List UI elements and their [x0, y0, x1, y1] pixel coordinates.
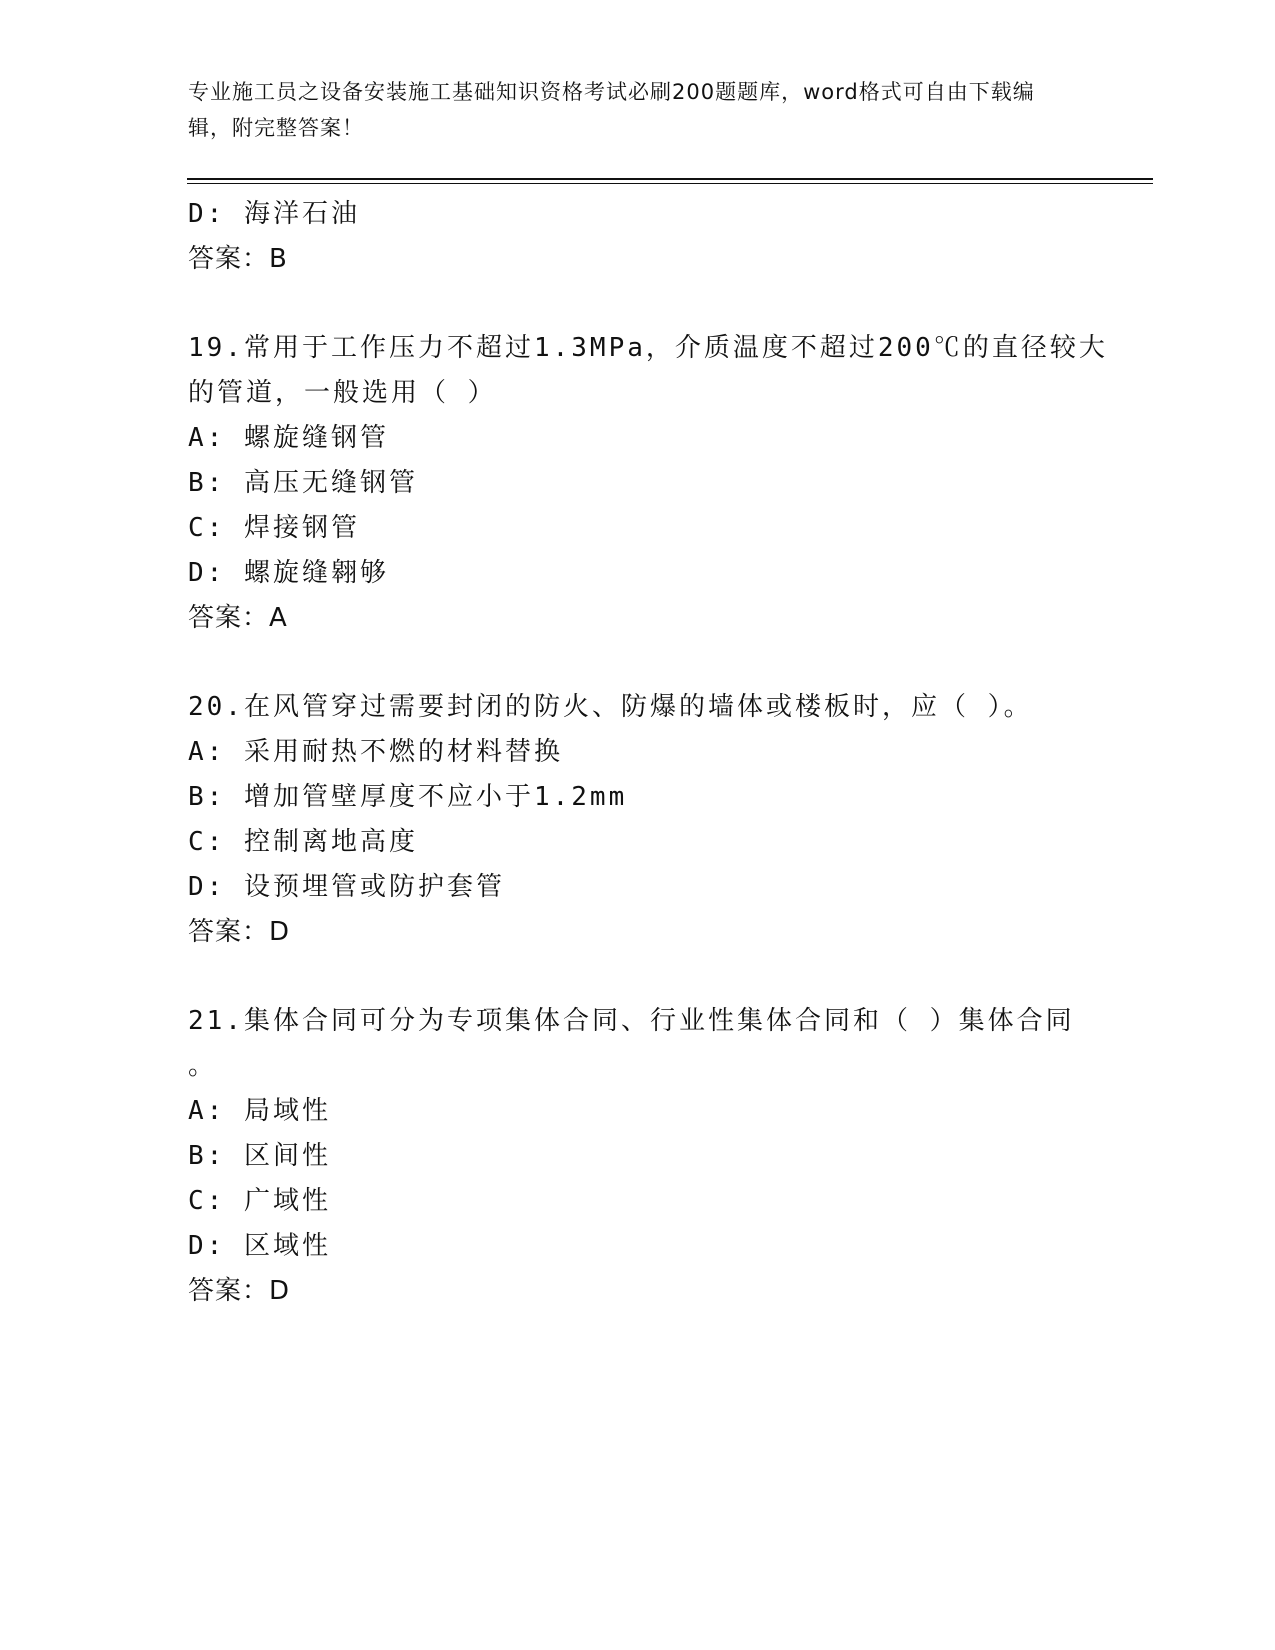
option-a: A: 螺旋缝钢管: [188, 423, 389, 453]
option-a: A: 局域性: [188, 1096, 331, 1126]
option-c: C: 广域性: [188, 1186, 331, 1216]
option-b: B: 增加管壁厚度不应小于1.2mm: [188, 782, 628, 812]
answer: 答案：D: [188, 1276, 291, 1306]
question-20: [188, 685, 1108, 955]
header-divider-thick: [187, 178, 1153, 180]
header-divider-thin: [187, 183, 1153, 184]
carryover-option-d: D: 海洋石油: [188, 199, 360, 229]
option-c: C: 控制离地高度: [188, 827, 418, 857]
spacer: [188, 641, 1108, 685]
option-a: A: 采用耐热不燃的材料替换: [188, 737, 563, 767]
question-21: [188, 999, 1108, 1314]
answer: 答案：D: [188, 917, 291, 947]
carryover-answer: 答案：B: [188, 244, 288, 274]
document-title: 专业施工员之设备安装施工基础知识资格考试必刷200题题库，word格式可自由下载编辑，附完整答案！: [188, 80, 1035, 140]
document-header: [188, 74, 1068, 146]
question-19: [188, 326, 1108, 641]
question-stem-line: 21.集体合同可分为专项集体合同、行业性集体合同和（ ）集体合同: [188, 1006, 1075, 1036]
spacer: [188, 955, 1108, 999]
option-c: C: 焊接钢管: [188, 513, 360, 543]
option-b: B: 区间性: [188, 1141, 331, 1171]
question-stem-line: 19.常用于工作压力不超过1.3MPa，介质温度不超过200℃的直径较大: [188, 333, 1108, 363]
option-d: D: 区域性: [188, 1231, 331, 1261]
question-list: [188, 192, 1108, 1314]
question-stem-line: 20.在风管穿过需要封闭的防火、防爆的墙体或楼板时，应（ ）。: [188, 692, 1033, 722]
question-stem-line: 的管道，一般选用（ ）: [188, 378, 497, 408]
option-d: D: 螺旋缝翱够: [188, 558, 389, 588]
answer: 答案：A: [188, 603, 288, 633]
spacer: [188, 282, 1108, 326]
option-d: D: 设预埋管或防护套管: [188, 872, 505, 902]
question-stem-line: 。: [188, 1051, 218, 1081]
option-b: B: 高压无缝钢管: [188, 468, 418, 498]
